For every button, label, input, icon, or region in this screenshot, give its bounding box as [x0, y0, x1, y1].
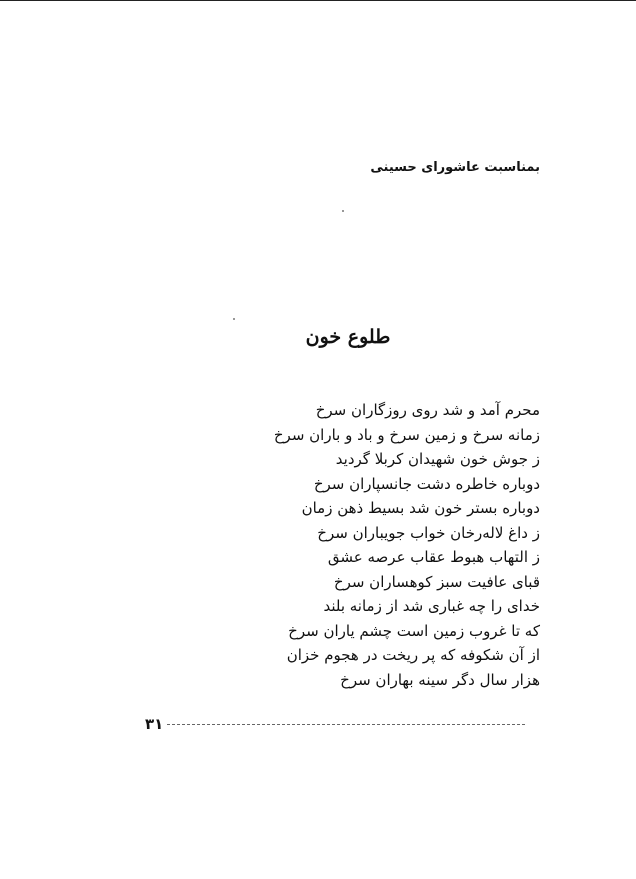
poem-line: از آن شکوفه که پر ریخت در هجوم خزان	[286, 646, 540, 664]
poem-line: محرم آمد و شد روی روزگاران سرخ	[315, 401, 540, 419]
poem-line: ز جوش خون شهیدان کربلا گردید	[335, 450, 540, 468]
print-speck	[233, 318, 235, 320]
page-top-rule	[0, 0, 636, 1]
print-speck	[342, 210, 344, 212]
footer-rule	[167, 724, 525, 725]
poem-line: ز التهاب هبوط عقاب عرصه عشق	[327, 548, 540, 566]
poem-line: دوباره خاطره دشت جانسپاران سرخ	[313, 474, 540, 493]
poem-line: هزار سال دگر سینه بهاران سرخ	[340, 670, 540, 689]
poem-line: زمانه سرخ و زمین سرخ و باد و باران سرخ	[273, 425, 540, 444]
poem-line: قبای عافیت سبز کوهساران سرخ	[333, 572, 540, 591]
page-number: ۳۱	[145, 715, 164, 733]
poem-body	[200, 398, 540, 692]
poem-line: خدای را چه غباری شد از زمانه بلند	[323, 597, 540, 615]
poem-line: ز داغ لاله‌رخان خواب جویباران سرخ	[317, 523, 540, 542]
poem-title	[0, 326, 636, 348]
occasion-heading: بمناسبت عاشورای حسینی	[370, 160, 540, 175]
poem-title-text: طلوع خون	[305, 326, 391, 348]
poem-line: که تا غروب زمین است چشم یاران سرخ	[288, 621, 540, 640]
page-footer	[145, 712, 525, 736]
poem-line: دوباره بستر خون شد بسیط ذهن زمان	[301, 499, 540, 517]
